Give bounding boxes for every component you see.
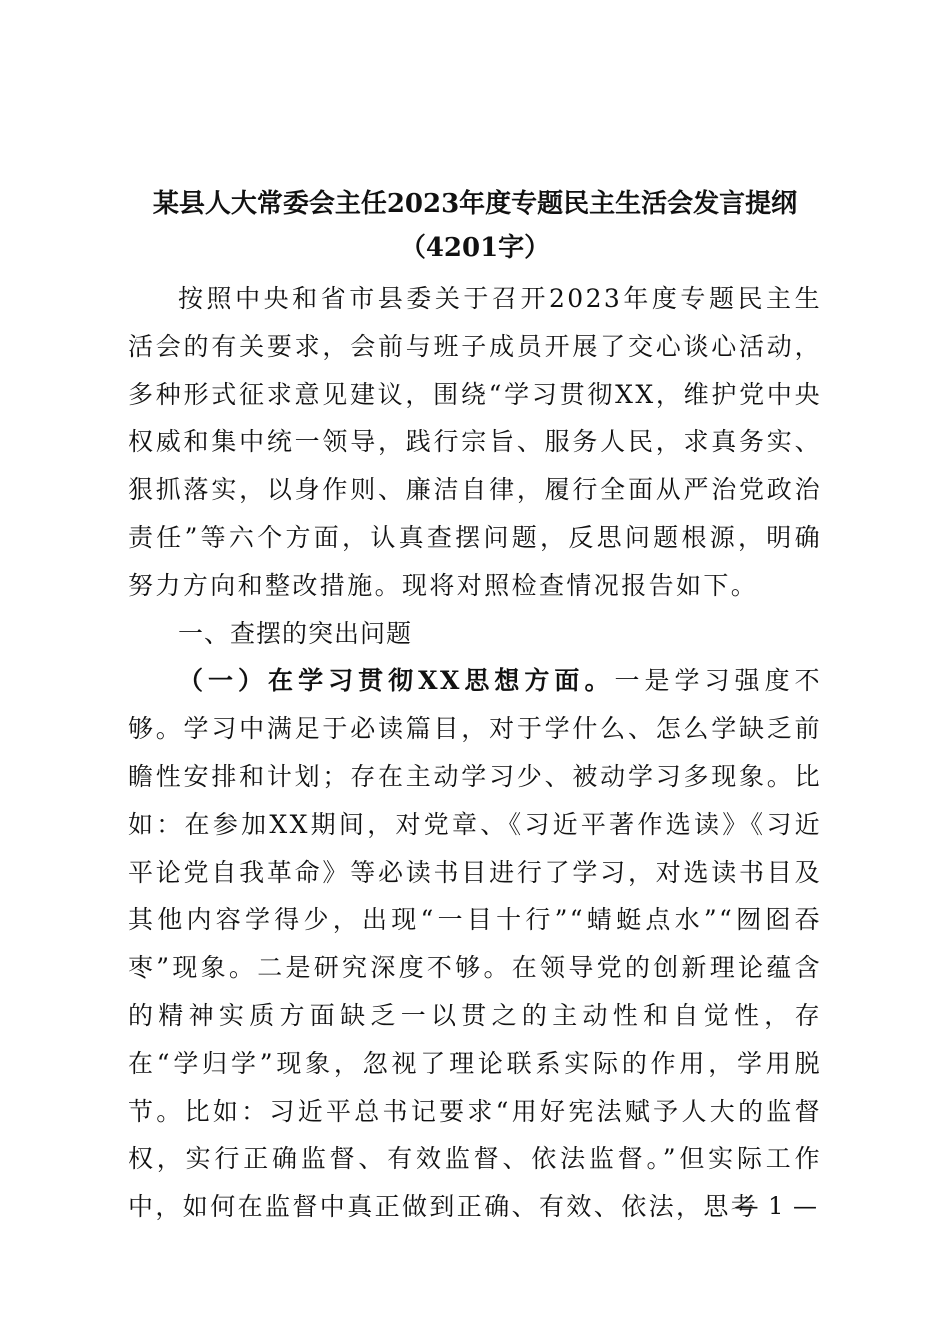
document-body [128, 275, 822, 1231]
document-title: 某县人大常委会主任2023年度专题民主生活会发言提纲（4201字） [152, 189, 798, 263]
subsection-heading: （一）在学习贯彻XX思想方面。 [178, 666, 615, 696]
subsection-text: 一是学习强度不够。学习中满足于必读篇目，对于学什么、怎么学缺乏前瞻性安排和计划；存在主动学习少、被动学习多现象。比如：在参加XX期间，对党章、《习近平著作选读》《习近平论党自我革命》等必读书目进行了学习，对选读书目及其他内容学得少，出现“一目十行”“蜻蜓点水”“囫囵吞枣”现象。二是研究深度不够。在领导党的创新理论蕴含的精神实质方面缺乏一以贯之的主动性和自觉性，存在“学归学”现象，忽视了理论联系实际的作用，学用脱节。比如：习近平总书记要求“用好宪法赋予人大的监督权，实行正确监督、有效监督、依法监督。”但实际工作中，如何在监督中真正做到正确、有效、依法，思考 [128, 666, 822, 1222]
section-heading: 一、查摆的突出问题 [178, 618, 413, 648]
subsection-paragraph [128, 657, 822, 1231]
intro-paragraph: 按照中央和省市县委关于召开2023年度专题民主生活会的有关要求，会前与班子成员开展了交心谈心活动，多种形式征求意见建议，围绕“学习贯彻XX，维护党中央权威和集中统一领导，践行宗旨、服务人民，求真务实、狠抓落实，以身作则、廉洁自律，履行全面从严治党政治责任”等六个方面，认真查摆问题，反思问题根源，明确努力方向和整改措施。现将对照检查情况报告如下。 [128, 284, 822, 600]
page-number: — 1 — [734, 1192, 818, 1220]
